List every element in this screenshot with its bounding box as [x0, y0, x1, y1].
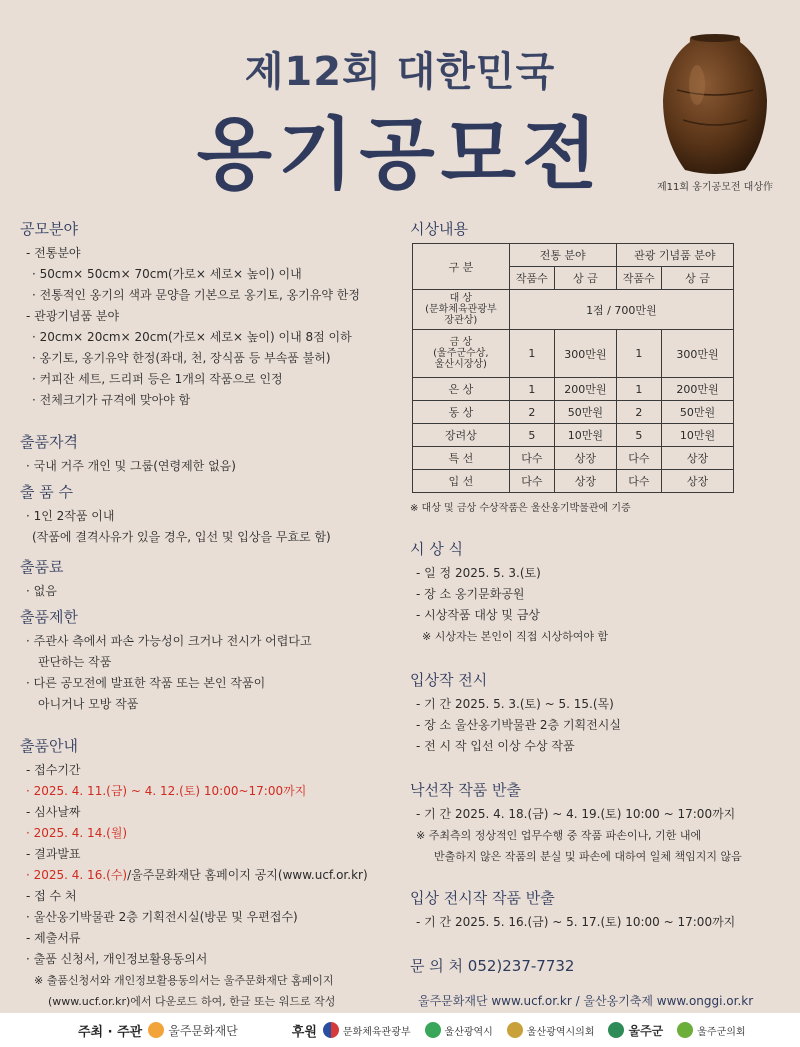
guide-result-date: · 2025. 4. 16.(수)	[26, 868, 128, 882]
table-cell: 상장	[661, 470, 733, 493]
ceremony-note: ※ 시상자는 본인이 직접 시상하여야 함	[422, 630, 609, 643]
exhibit-item: - 장 소 울산옹기박물관 2층 기획전시실	[416, 718, 621, 732]
ceremony-title: 시 상 식	[410, 540, 464, 558]
tour-item: · 전체크기가 규격에 맞아야 함	[32, 393, 191, 407]
ceremony-item: - 장 소 옹기문화공원	[416, 587, 525, 601]
guide-note: ※ 출품신청서와 개인정보활용동의서는 울주문화재단 홈페이지	[34, 974, 334, 987]
guide-label: - 접 수 처	[26, 889, 77, 903]
return2-item: - 기 간 2025. 5. 16.(금) ~ 5. 17.(토) 10:00 ~ 17:00까지	[416, 915, 736, 929]
exhibit-item: - 전 시 작 입선 이상 수상 작품	[416, 739, 575, 753]
table-cell: 상장	[554, 447, 616, 470]
host-logo	[148, 1022, 238, 1039]
sponsor-logo	[425, 1022, 493, 1038]
table-header: 관광 기념품 분야	[616, 244, 733, 267]
guide-label: - 접수기간	[26, 763, 81, 777]
sponsor-name: 울주군	[628, 1023, 664, 1038]
count-title: 출 품 수	[20, 483, 74, 501]
ulju-county-icon	[608, 1022, 624, 1038]
table-cell: 금 상 (울주군수상, 울산시장상)	[413, 330, 510, 378]
table-cell: 200만원	[661, 378, 733, 401]
limit-item: 판단하는 작품	[38, 655, 112, 669]
table-cell: 1	[509, 378, 554, 401]
table-cell: 5	[509, 424, 554, 447]
table-header: 상 금	[554, 267, 616, 290]
return-item: - 기 간 2025. 4. 18.(금) ~ 4. 19.(토) 10:00 ~ 17:00까지	[416, 807, 736, 821]
table-header: 전통 분야	[509, 244, 616, 267]
guide-period: · 2025. 4. 11.(금) ~ 4. 12.(토) 10:00~17:00까지	[26, 784, 307, 798]
sponsor-label: 후원	[291, 1024, 317, 1040]
limit-title: 출품제한	[20, 608, 78, 626]
award-title: 시상내용	[410, 220, 468, 238]
fee-title: 출품료	[20, 558, 64, 576]
guide-title: 출품안내	[20, 737, 78, 755]
footer-links: 울주문화재단 www.ucf.or.kr / 울산옹기축제 www.onggi.or.kr	[418, 994, 754, 1008]
table-cell: 50만원	[554, 401, 616, 424]
table-cell: 1	[509, 330, 554, 378]
trad-item: · 전통적인 옹기의 색과 문양을 기본으로 옹기토, 옹기유약 한정	[32, 288, 360, 302]
table-cell: 다수	[616, 470, 661, 493]
table-cell: 300만원	[661, 330, 733, 378]
sponsor-name: 울산광역시의회	[526, 1026, 595, 1038]
title-main: 옹기공모전	[196, 110, 604, 200]
return-title: 낙선작 작품 반출	[410, 781, 521, 799]
table-cell: 동 상	[413, 401, 510, 424]
sponsor-name: 울주군의회	[697, 1026, 746, 1038]
guide-label: - 심사날짜	[26, 805, 81, 819]
count-item: · 1인 2작품 이내	[26, 509, 115, 523]
host-logo-text: 울주문화재단	[168, 1023, 238, 1038]
tour-item: · 옹기토, 옹기유약 한정(좌대, 천, 장식품 등 부속품 불허)	[32, 351, 331, 365]
onggi-jar-image	[655, 30, 775, 180]
guide-docs: · 출품 신청서, 개인정보활용동의서	[26, 952, 208, 966]
ulju-council-icon	[677, 1022, 693, 1038]
table-cell: 상장	[661, 447, 733, 470]
return-note: 반출하지 않은 작품의 분실 및 파손에 대하여 일체 책임지지 않음	[434, 850, 742, 863]
sponsor-bar	[0, 1013, 800, 1047]
exhibit-item: - 기 간 2025. 5. 3.(토) ~ 5. 15.(목)	[416, 697, 614, 711]
left-column	[20, 218, 400, 1012]
table-cell: 다수	[616, 447, 661, 470]
limit-item: · 다른 공모전에 발표한 작품 또는 본인 작품이	[26, 676, 266, 690]
table-cell: 1점 / 700만원	[509, 290, 733, 330]
table-cell: 상장	[554, 470, 616, 493]
table-note: ※ 대상 및 금상 수상작품은 울산옹기박물관에 기증	[410, 503, 631, 514]
sponsor-name: 울산광역시	[444, 1026, 493, 1038]
return-note: ※ 주최측의 정상적인 업무수행 중 작품 파손이나, 기한 내에	[416, 829, 702, 842]
guide-note: (www.ucf.or.kr)에서 다운로드 하여, 한글 또는 워드로 작성	[48, 995, 336, 1008]
jar-caption: 제11회 옹기공모전 대상作	[656, 182, 774, 193]
sponsor-logo	[507, 1022, 595, 1038]
tour-item: · 20cm× 20cm× 20cm(가로× 세로× 높이) 이내 8점 이하	[32, 330, 352, 344]
sponsor-name: 문화체육관광부	[342, 1026, 411, 1038]
sponsor-logo	[608, 1022, 663, 1039]
table-cell: 대 상 (문화체육관광부 장관상)	[413, 290, 510, 330]
title-line1: 제12회 대한민국	[244, 49, 556, 95]
guide-judge-date: · 2025. 4. 14.(월)	[26, 826, 128, 840]
table-header: 작품수	[616, 267, 661, 290]
table-header: 구 분	[413, 244, 510, 290]
guide-place: · 울산옹기박물관 2층 기획전시실(방문 및 우편접수)	[26, 910, 298, 924]
guide-label: - 제출서류	[26, 931, 81, 945]
table-cell: 다수	[509, 447, 554, 470]
table-cell: 장려상	[413, 424, 510, 447]
table-cell: 2	[616, 401, 661, 424]
table-cell: 2	[509, 401, 554, 424]
fee-item: · 없음	[26, 584, 57, 598]
ulju-foundation-icon	[148, 1022, 164, 1038]
right-column	[410, 218, 790, 980]
sponsor-logo	[677, 1022, 745, 1038]
trad-item: · 50cm× 50cm× 70cm(가로× 세로× 높이) 이내	[32, 267, 302, 281]
table-cell: 1	[616, 330, 661, 378]
table-header: 상 금	[661, 267, 733, 290]
ulsan-city-icon	[425, 1022, 441, 1038]
table-cell: 1	[616, 378, 661, 401]
trad-label: - 전통분야	[26, 246, 81, 260]
award-table	[412, 243, 734, 493]
taegeuk-icon	[323, 1022, 339, 1038]
table-cell: 5	[616, 424, 661, 447]
tour-label: - 관광기념품 분야	[26, 309, 120, 323]
table-cell: 다수	[509, 470, 554, 493]
table-cell: 10만원	[554, 424, 616, 447]
guide-result-text: /울주문화재단 홈페이지 공지(www.ucf.or.kr)	[127, 868, 368, 882]
qual-title: 출품자격	[20, 433, 78, 451]
table-header: 작품수	[509, 267, 554, 290]
host-label: 주최 · 주관	[78, 1024, 143, 1040]
guide-result	[20, 865, 400, 886]
table-cell: 은 상	[413, 378, 510, 401]
ceremony-item: - 시상작품 대상 및 금상	[416, 608, 540, 622]
qual-item: · 국내 거주 개인 및 그룹(연령제한 없음)	[26, 459, 236, 473]
contact: 문 의 처 052)237-7732	[410, 957, 575, 975]
count-item: (작품에 결격사유가 있을 경우, 입선 및 입상을 무효로 함)	[32, 530, 331, 544]
table-cell: 10만원	[661, 424, 733, 447]
return2-title: 입상 전시작 작품 반출	[410, 889, 555, 907]
limit-item: · 주관사 측에서 파손 가능성이 크거나 전시가 어렵다고	[26, 634, 312, 648]
table-cell: 300만원	[554, 330, 616, 378]
field-title: 공모분야	[20, 220, 78, 238]
sponsor-logo	[323, 1022, 411, 1038]
ceremony-item: - 일 정 2025. 5. 3.(토)	[416, 566, 541, 580]
table-cell: 입 선	[413, 470, 510, 493]
tour-item: · 커피잔 세트, 드리퍼 등은 1개의 작품으로 인정	[32, 372, 283, 386]
limit-item: 아니거나 모방 작품	[38, 697, 139, 711]
ulsan-council-icon	[507, 1022, 523, 1038]
exhibit-title: 입상작 전시	[410, 671, 488, 689]
table-cell: 200만원	[554, 378, 616, 401]
table-cell: 특 선	[413, 447, 510, 470]
table-cell: 50만원	[661, 401, 733, 424]
guide-label: - 결과발표	[26, 847, 81, 861]
